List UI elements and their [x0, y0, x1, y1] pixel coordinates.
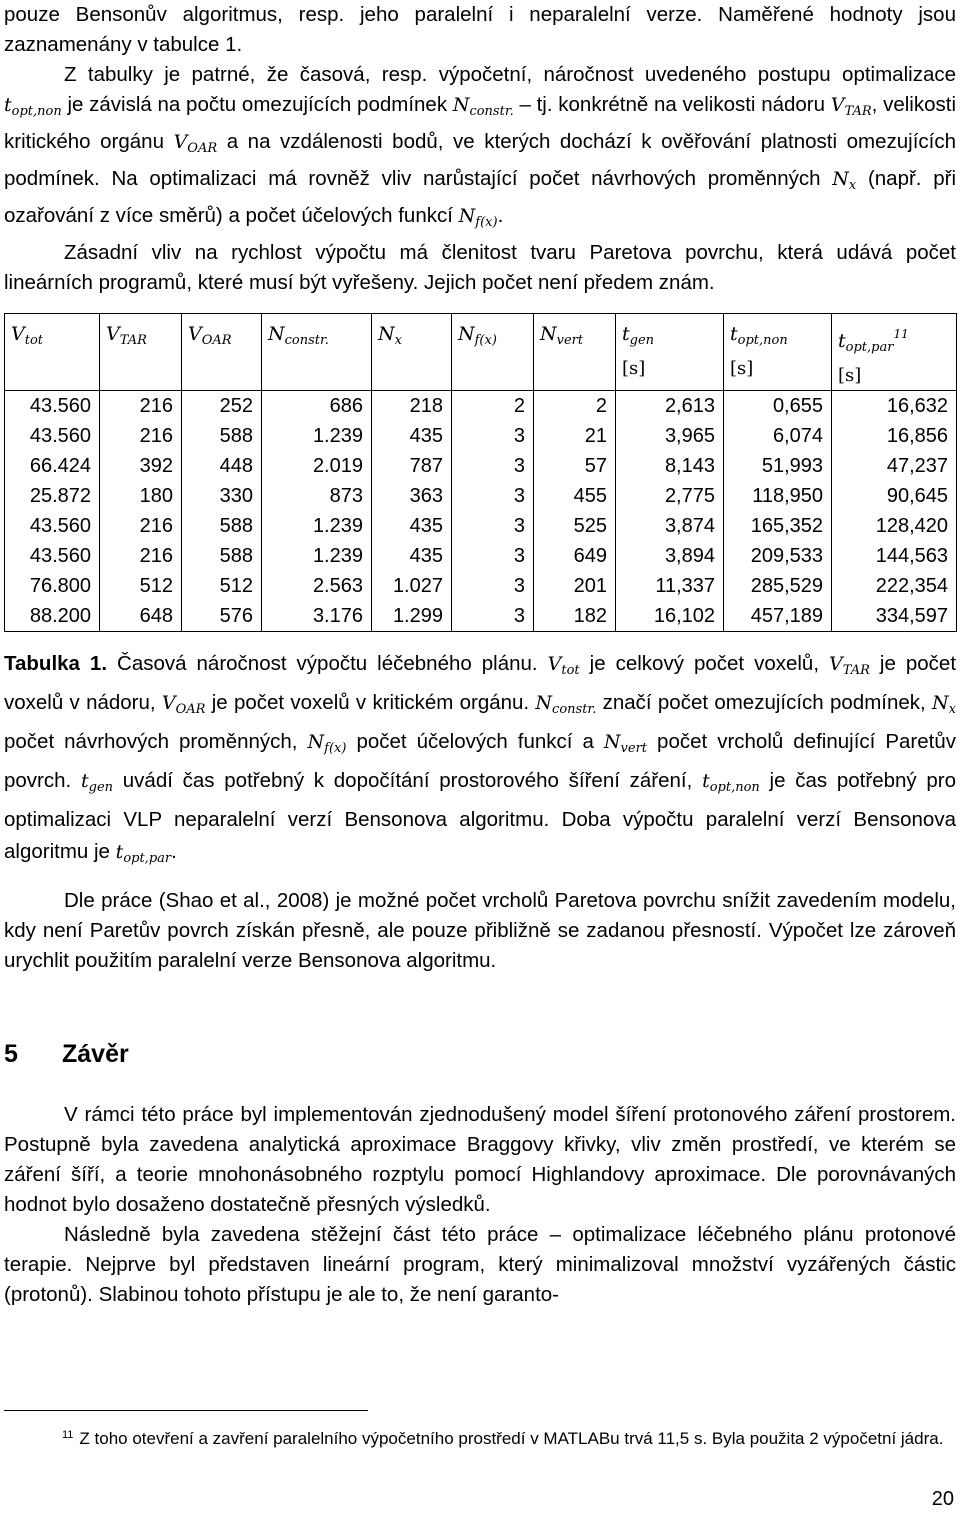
footnote	[4, 1423, 956, 1451]
table-cell: 0,655	[724, 391, 832, 422]
table-cell: 330	[182, 481, 262, 511]
header-symbol: $V_{TAR}$	[106, 323, 147, 348]
math-n-vert-caption: $N_{vert}$	[603, 731, 648, 756]
p2-text-f: (např. při ozařování z více směrů) a počet účelových funkcí	[4, 167, 957, 227]
math-v-oar-caption: $V_{OAR}$	[161, 692, 206, 717]
table-cell: 1.299	[372, 601, 452, 632]
table-cell: 252	[182, 391, 262, 422]
table-cell: 3.176	[262, 601, 372, 632]
table-cell: 1.239	[262, 421, 372, 451]
table-cell: 512	[100, 571, 182, 601]
table-cell: 216	[100, 541, 182, 571]
table-cell: 334,597	[832, 601, 957, 632]
caption-t4: je počet voxelů v kritickém orgánu.	[211, 691, 530, 714]
table-cell: 3,965	[616, 421, 724, 451]
table-cell: 392	[100, 451, 182, 481]
table-cell: 3	[452, 541, 534, 571]
table-cell: 363	[372, 481, 452, 511]
paragraph-2	[4, 60, 956, 238]
math-n-x-caption: $N_x$	[932, 692, 956, 717]
caption-t9: uvádí čas potřebný k dopočítání prostorového šíření záření,	[122, 769, 693, 792]
p2-text-e: a na vzdálenosti bodů, ve kterých dochází k ověřování platnosti omezujících podmínek. Na optimalizaci má rovněž vliv narůstající počet návrhových proměnných	[4, 130, 956, 190]
table-cell: 1.239	[262, 511, 372, 541]
table-cell: 3	[452, 571, 534, 601]
table-cell: 648	[100, 601, 182, 632]
section-heading	[4, 1040, 129, 1069]
table-cell: 1.027	[372, 571, 452, 601]
table-cell: 3,874	[616, 511, 724, 541]
table-cell: 285,529	[724, 571, 832, 601]
header-unit: [s]	[730, 358, 754, 379]
table-row	[5, 451, 957, 481]
table-cell: 787	[372, 451, 452, 481]
caption-t1: Časová náročnost výpočtu léčebného plánu.	[117, 652, 538, 675]
section-title: Závěr	[62, 1040, 129, 1068]
math-n-fx-caption: $N_{f(x)}$	[307, 731, 347, 756]
table-cell: 435	[372, 421, 452, 451]
table-row	[5, 601, 957, 632]
table-cell: 144,563	[832, 541, 957, 571]
table-cell: 11,337	[616, 571, 724, 601]
table-cell: 216	[100, 421, 182, 451]
table-cell: 216	[100, 511, 182, 541]
table-header-cell	[534, 314, 616, 391]
caption-t2: je celkový počet voxelů,	[589, 652, 820, 675]
math-n-fx: $N_{f(x)}$	[458, 205, 498, 230]
table-cell: 216	[100, 391, 182, 422]
table-row	[5, 511, 957, 541]
table-cell: 47,237	[832, 451, 957, 481]
table-cell: 16,856	[832, 421, 957, 451]
math-n-constr-caption: $N_{constr.}$	[535, 692, 597, 717]
table-header-cell	[832, 314, 957, 391]
math-n-x: $N_x$	[832, 168, 857, 193]
table-header-cell	[182, 314, 262, 391]
table-row	[5, 571, 957, 601]
intro-text	[4, 0, 956, 298]
table-caption	[4, 648, 956, 875]
table-header-cell	[724, 314, 832, 391]
header-symbol: $t_{opt,non}$	[730, 323, 788, 348]
paragraph-after: Dle práce (Shao et al., 2008) je možné počet vrcholů Paretova povrchu snížit zavedením modelu, kdy není Paretův povrch získán přesně, ale pouze přibližně se zadanou přesností. Výpočet lze zároveň urychlit použitím paralelní verze Bensonova algoritmu.	[4, 889, 956, 972]
table-body	[5, 391, 957, 632]
math-t-opt-non-caption: $t_{opt,non}$	[702, 770, 760, 795]
table-row	[5, 391, 957, 422]
table-cell: 43.560	[5, 511, 100, 541]
table-cell: 448	[182, 451, 262, 481]
p2-text-b: je závislá na počtu omezujících podmínek	[67, 93, 448, 116]
table-cell: 182	[534, 601, 616, 632]
table-header-row	[5, 314, 957, 391]
p2-text-a: Z tabulky je patrné, že časová, resp. výpočetní, náročnost uvedeného postupu optimalizace	[64, 63, 956, 86]
math-t-gen-caption: $t_{gen}$	[80, 770, 114, 795]
conclusion-paragraph-1: V rámci této práce byl implementován zjednodušený model šíření protonového záření prostorem. Postupně byla zavedena analytická aproximace Braggovy křivky, vliv změn prostředí, ve kterém se záření šíří, a teorie mnohonásobného rozptylu pomocí Highlandovy aproximace. Dle porovnávaných hodnot bylo dosaženo dostatečně přesných výsledků.	[4, 1103, 956, 1216]
header-symbol: $N_{vert}$	[540, 323, 584, 348]
math-t-opt-non: $t_{opt,non}$	[4, 94, 62, 119]
table-header-cell	[5, 314, 100, 391]
table-cell: 525	[534, 511, 616, 541]
table-cell: 3	[452, 511, 534, 541]
table-cell: 649	[534, 541, 616, 571]
table-header-cell	[616, 314, 724, 391]
table-cell: 2.019	[262, 451, 372, 481]
table-cell: 1.239	[262, 541, 372, 571]
table-cell: 201	[534, 571, 616, 601]
table-cell: 43.560	[5, 391, 100, 422]
conclusion-text	[4, 1100, 956, 1310]
table-cell: 88.200	[5, 601, 100, 632]
table-cell: 16,102	[616, 601, 724, 632]
p2-text-c: – tj. konkrétně na velikosti nádoru	[519, 93, 826, 116]
table-cell: 2,613	[616, 391, 724, 422]
table-cell: 218	[372, 391, 452, 422]
header-unit: [s]	[622, 358, 646, 379]
table-row	[5, 481, 957, 511]
table-row	[5, 541, 957, 571]
table-cell: 457,189	[724, 601, 832, 632]
math-v-tar: $V_{TAR}$	[830, 94, 872, 119]
table-cell: 8,143	[616, 451, 724, 481]
table-cell: 128,420	[832, 511, 957, 541]
footnote-divider	[4, 1410, 368, 1411]
table-cell: 51,993	[724, 451, 832, 481]
table-cell: 3	[452, 601, 534, 632]
footnote-text: Z toho otevření a zavření paralelního výpočetního prostředí v MATLABu trvá 11,5 s. Byla použita 2 výpočetní jádra.	[79, 1429, 944, 1448]
caption-t10: je čas potřebný pro optimalizaci VLP neparalelní verzí Bensonova algoritmu. Doba výpočtu paralelní verzí Bensonova algoritmu je	[4, 769, 957, 863]
table-cell: 209,533	[724, 541, 832, 571]
table-cell: 3	[452, 451, 534, 481]
table-cell: 76.800	[5, 571, 100, 601]
header-symbol: $N_x$	[378, 323, 402, 348]
section-number: 5	[4, 1040, 18, 1068]
table-cell: 180	[100, 481, 182, 511]
math-n-constr: $N_{constr.}$	[452, 94, 514, 119]
table-cell: 455	[534, 481, 616, 511]
header-symbol: $t_{gen}$	[622, 323, 655, 348]
caption-t8: počet vrcholů definující Paretův povrch.	[4, 730, 956, 792]
caption-t3: je počet voxelů v nádoru,	[4, 652, 957, 714]
table-cell: 16,632	[832, 391, 957, 422]
table-header-cell	[100, 314, 182, 391]
table-cell: 3	[452, 481, 534, 511]
math-v-oar: $V_{OAR}$	[173, 131, 218, 156]
table-cell: 512	[182, 571, 262, 601]
footnote-mark: 11	[62, 1429, 74, 1441]
table-header-cell	[372, 314, 452, 391]
table-cell: 3,894	[616, 541, 724, 571]
table-header-cell	[262, 314, 372, 391]
table-row	[5, 421, 957, 451]
table-cell: 57	[534, 451, 616, 481]
table-cell: 588	[182, 511, 262, 541]
table-cell: 873	[262, 481, 372, 511]
header-symbol: $V_{OAR}$	[188, 323, 232, 348]
table-cell: 43.560	[5, 421, 100, 451]
table-cell: 66.424	[5, 451, 100, 481]
caption-text	[4, 648, 956, 875]
table-cell: 588	[182, 541, 262, 571]
table-cell: 90,645	[832, 481, 957, 511]
p2-text-g: .	[497, 204, 504, 227]
table-cell: 2	[452, 391, 534, 422]
table-cell: 222,354	[832, 571, 957, 601]
header-symbol: $N_{constr.}$	[268, 323, 329, 348]
paragraph-1: pouze Bensonův algoritmus, resp. jeho paralelní i neparalelní verze. Naměřené hodnoty jsou zaznamenány v tabulce 1.	[4, 3, 956, 56]
table-header-cell	[452, 314, 534, 391]
conclusion-paragraph-2: Následně byla zavedena stěžejní část této práce – optimalizace léčebného plánu protonové terapie. Nejprve byl představen lineární program, který minimalizoval množství vyzářených částic (protonů). Slabinou tohoto přístupu je ale to, že není garanto-	[4, 1223, 956, 1306]
caption-t11: .	[171, 840, 177, 863]
table-cell: 21	[534, 421, 616, 451]
header-symbol: $N_{f(x)}$	[458, 323, 497, 348]
results-table	[4, 313, 957, 632]
table-cell: 2,775	[616, 481, 724, 511]
table-cell: 2.563	[262, 571, 372, 601]
table-cell: 435	[372, 511, 452, 541]
header-unit: [s]	[838, 365, 862, 386]
math-t-opt-par-caption: $t_{opt,par}$	[115, 841, 172, 866]
header-symbol: $t_{opt,par}^{11}$	[838, 327, 909, 355]
table-cell: 435	[372, 541, 452, 571]
table-cell: 588	[182, 421, 262, 451]
table-cell: 686	[262, 391, 372, 422]
math-v-tar-caption: $V_{TAR}$	[829, 653, 870, 678]
table-cell: 2	[534, 391, 616, 422]
caption-t7: počet účelových funkcí a	[356, 730, 594, 753]
table-cell: 43.560	[5, 541, 100, 571]
paragraph-3: Zásadní vliv na rychlost výpočtu má členitost tvaru Paretova povrchu, která udává počet lineárních programů, které musí být vyřešeny. Jejich počet není předem znám.	[4, 241, 956, 294]
p2-text-d: , velikosti kritického orgánu	[4, 93, 956, 153]
table-cell: 165,352	[724, 511, 832, 541]
caption-t6: počet návrhových proměnných,	[4, 730, 298, 753]
caption-t5: značí počet omezujících podmínek,	[602, 691, 926, 714]
table-cell: 25.872	[5, 481, 100, 511]
header-symbol: $V_{tot}$	[11, 323, 44, 348]
math-v-tot: $V_{tot}$	[547, 653, 580, 678]
caption-label: Tabulka 1.	[4, 652, 108, 675]
page-number: 20	[931, 1488, 954, 1510]
table-cell: 6,074	[724, 421, 832, 451]
after-table-text	[4, 886, 956, 976]
table-cell: 3	[452, 421, 534, 451]
table-cell: 576	[182, 601, 262, 632]
table-cell: 118,950	[724, 481, 832, 511]
